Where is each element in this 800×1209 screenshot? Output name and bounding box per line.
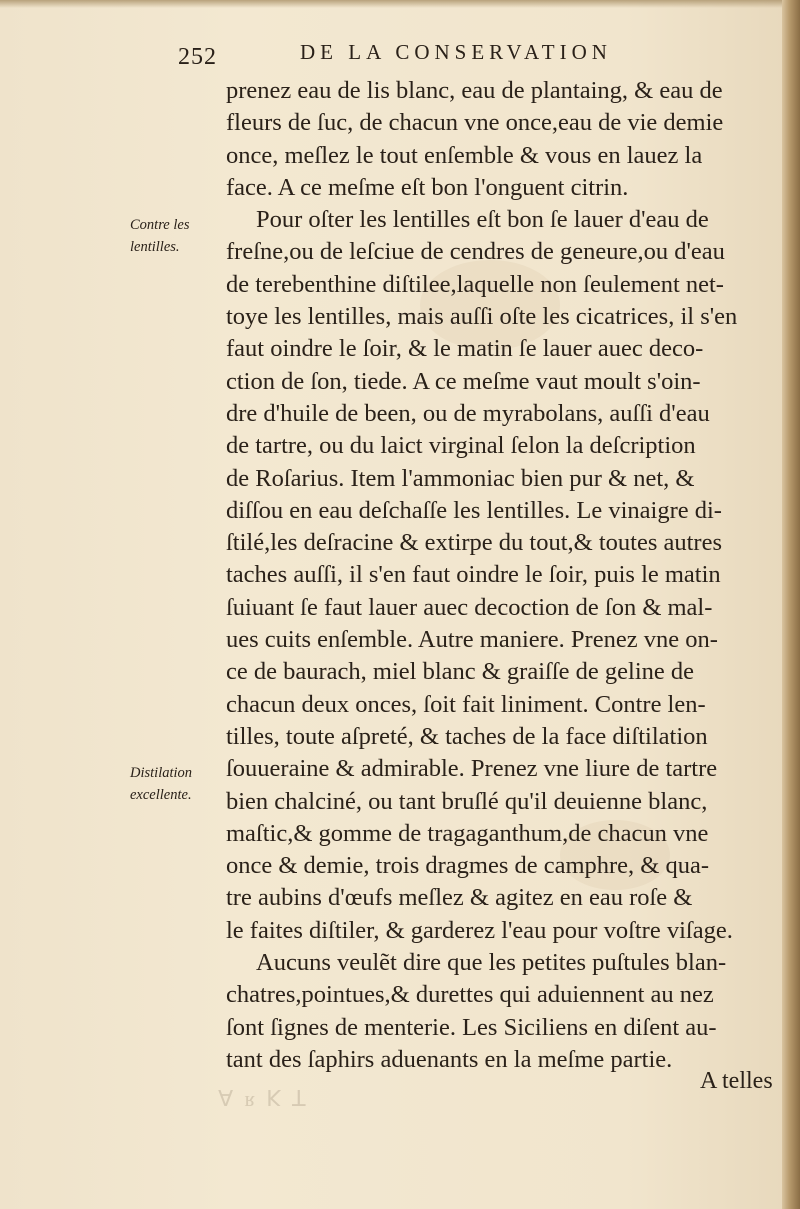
text-line: prenez eau de lis blanc, eau de plantaing, & eau de xyxy=(226,77,723,104)
text-line: ſtilé,les deſracine & extirpe du tout,& toutes autres xyxy=(226,529,722,557)
page-number: 252 xyxy=(178,44,217,70)
text-line: diſſou en eau deſchaſſe les lentilles. Le vinaigre di- xyxy=(226,496,722,524)
text-line: fleurs de ſuc, de chacun vne once,eau de vie demie xyxy=(226,109,724,137)
text-line: toye les lentilles, mais auſſi oſte les cicatrices, il s'en xyxy=(226,303,738,331)
text-line: le faites diſtiler, & garderez l'eau pour voſtre viſage. xyxy=(226,916,733,944)
text-line: ſouueraine & admirable. Prenez vne liure de tartre xyxy=(226,755,718,783)
text-line: de Roſarius. Item l'ammoniac bien pur & net, & xyxy=(226,464,695,492)
running-head: DE LA CONSERVATION xyxy=(300,40,612,64)
text-line: chatres,pointues,& durettes qui aduiennent au nez xyxy=(226,981,714,1009)
text-line: taches auſſi, il s'en faut oindre le ſoir, puis le matin xyxy=(226,561,721,589)
catchword: A telles xyxy=(700,1068,773,1094)
body-text xyxy=(226,75,766,1076)
text-line: Aucuns veulẽt dire que les petites puſtules blan- xyxy=(256,949,727,977)
text-line: ſont ſignes de menterie. Les Siciliens en diſent au- xyxy=(226,1013,717,1041)
text-line: chacun deux onces, ſoit fait liniment. Contre len- xyxy=(226,690,706,718)
text-line: once & demie, trois dragmes de camphre, & qua- xyxy=(226,852,710,880)
text-line: faut oindre le ſoir, & le matin ſe lauer auec deco- xyxy=(226,335,704,363)
margin-note-lentilles: Contre les lentilles. xyxy=(130,217,190,255)
show-through-text: ꓕ ꓘ ᴚ ∀ xyxy=(215,1086,306,1111)
page-top-shadow xyxy=(0,0,782,8)
text-line: tant des ſaphirs aduenants en la meſme partie. xyxy=(226,1045,673,1073)
text-line: freſne,ou de leſciue de cendres de geneure,ou d'eau xyxy=(226,238,725,266)
margin-note-distilation: Distilation excellente. xyxy=(130,765,193,803)
text-line: face. A ce meſme eſt bon l'onguent citrin. xyxy=(226,173,629,201)
text-line: de terebenthine diſtilee,laquelle non ſeulement net- xyxy=(226,270,724,298)
book-spine-edge xyxy=(782,0,800,1209)
text-line: once, meſlez le tout enſemble & vous en lauez la xyxy=(226,141,703,169)
text-line: ce de baurach, miel blanc & graiſſe de geline de xyxy=(226,658,695,686)
text-line: Pour oſter les lentilles eſt bon ſe lauer d'eau de xyxy=(256,206,709,234)
text-line: de tartre, ou du laict virginal ſelon la deſcription xyxy=(226,432,696,460)
text-line: tre aubins d'œufs meſlez & agitez en eau roſe & xyxy=(226,884,693,912)
text-line: ues cuits enſemble. Autre maniere. Prenez vne on- xyxy=(226,626,718,654)
text-line: bien chalciné, ou tant bruſlé qu'il deuienne blanc, xyxy=(226,787,708,815)
text-line: maſtic,& gomme de tragaganthum,de chacun vne xyxy=(226,819,709,847)
text-line: ſuiuant ſe faut lauer auec decoction de ſon & mal- xyxy=(226,593,713,621)
text-line: ction de ſon, tiede. A ce meſme vaut moult s'oin- xyxy=(226,367,701,395)
text-line: dre d'huile de been, ou de myrabolans, auſſi d'eau xyxy=(226,399,710,427)
text-line: tilles, toute aſpreté, & taches de la face diſtilation xyxy=(226,722,708,750)
